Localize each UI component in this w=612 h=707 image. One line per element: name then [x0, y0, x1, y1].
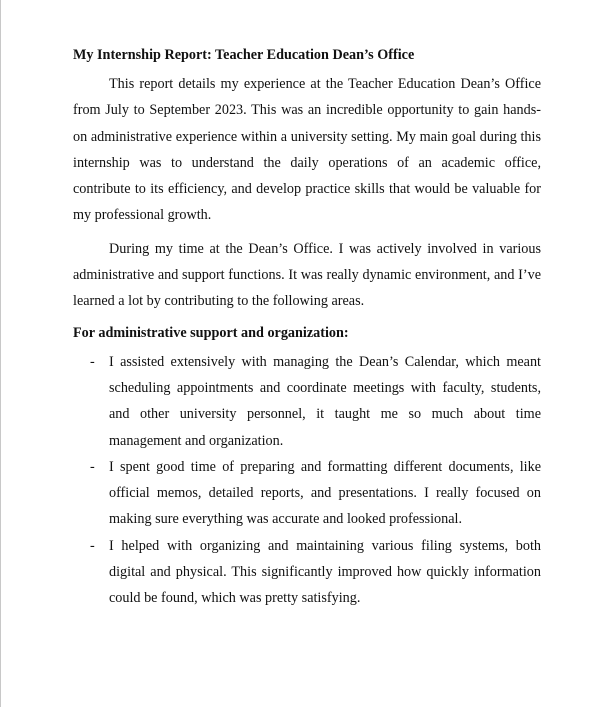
list-item-text: I assisted extensively with managing the Dean’s Calendar, which meant scheduling appointments and coordinate meetings with faculty, students, and other university personnel, it taught me so much about time management and organization. — [109, 353, 541, 449]
list-item — [73, 349, 541, 454]
bullet-list — [73, 349, 541, 612]
list-item — [73, 533, 541, 612]
activities-paragraph: During my time at the Dean’s Office. I was actively involved in various administrative and support functions. It was really dynamic environment, and I’ve learned a lot by contributing to the following areas. — [73, 240, 541, 310]
section-heading: For administrative support and organization: — [73, 324, 349, 341]
document-title: My Internship Report: Teacher Education Dean’s Office — [73, 47, 415, 63]
document-body — [73, 44, 541, 612]
bullet-marker: - — [90, 353, 95, 370]
intro-paragraph: This report details my experience at the Teacher Education Dean’s Office from July to September 2023. This was an incredible opportunity to gain hands-on administrative experience within a university setting. My main goal during this internship was to understand the daily operations of an academic office, contribute to its efficiency, and develop practice skills that would be valuable for my professional growth. — [73, 76, 541, 224]
bullet-marker: - — [90, 537, 95, 554]
page-left-edge — [0, 0, 1, 707]
list-item-text: I helped with organizing and maintaining various filing systems, both digital and physical. This significantly improved how quickly information could be found, which was pretty satisfying. — [109, 537, 541, 607]
list-item-text: I spent good time of preparing and formatting different documents, like official memos, detailed reports, and presentations. I really focused on making sure everything was accurate and looked professional. — [109, 458, 541, 528]
bullet-marker: - — [90, 458, 95, 475]
list-item — [73, 454, 541, 533]
